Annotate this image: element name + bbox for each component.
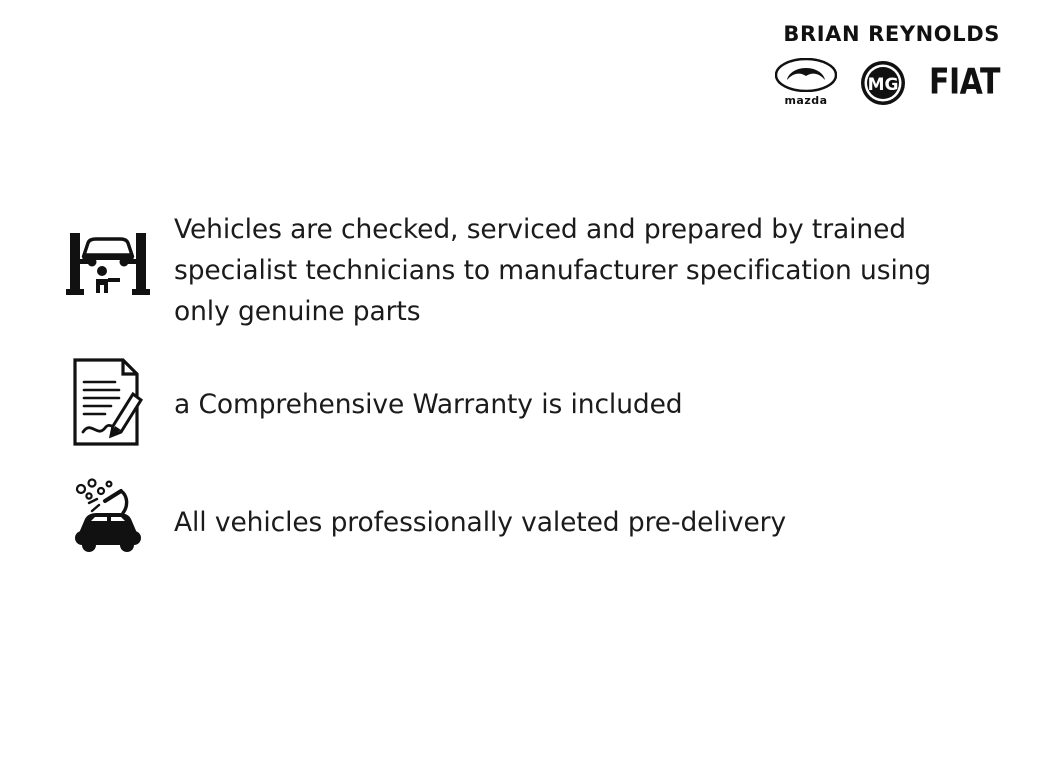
car-wash-icon xyxy=(60,470,156,566)
mg-logo xyxy=(859,59,907,107)
fiat-logo: FIAT xyxy=(928,61,1000,103)
list-item xyxy=(60,205,990,332)
feature-text: a Comprehensive Warranty is included xyxy=(174,389,683,421)
car-on-lift-icon-glyph xyxy=(66,229,150,305)
mazda-wordmark: mazda xyxy=(784,94,828,107)
signed-document-icon xyxy=(60,354,156,450)
signed-document-icon-glyph xyxy=(67,356,149,448)
list-item xyxy=(60,354,990,450)
feature-text: Vehicles are checked, serviced and prepared by trained specialist technicians to manufacturer specification using only genuine parts xyxy=(174,214,932,328)
car-wash-icon-glyph xyxy=(65,475,151,561)
manufacturer-logo-row xyxy=(775,58,1000,107)
car-on-lift-icon xyxy=(60,219,156,315)
svg-text:MG: MG xyxy=(867,74,899,95)
mazda-logo-icon xyxy=(775,58,837,92)
list-item xyxy=(60,470,990,566)
dealer-brand-block xyxy=(775,22,1000,107)
feature-text: All vehicles professionally valeted pre-delivery xyxy=(174,507,787,539)
dealer-name: BRIAN REYNOLDS xyxy=(783,22,1000,46)
mg-logo-icon xyxy=(859,59,907,107)
feature-list xyxy=(60,205,990,566)
mazda-logo xyxy=(775,58,837,107)
